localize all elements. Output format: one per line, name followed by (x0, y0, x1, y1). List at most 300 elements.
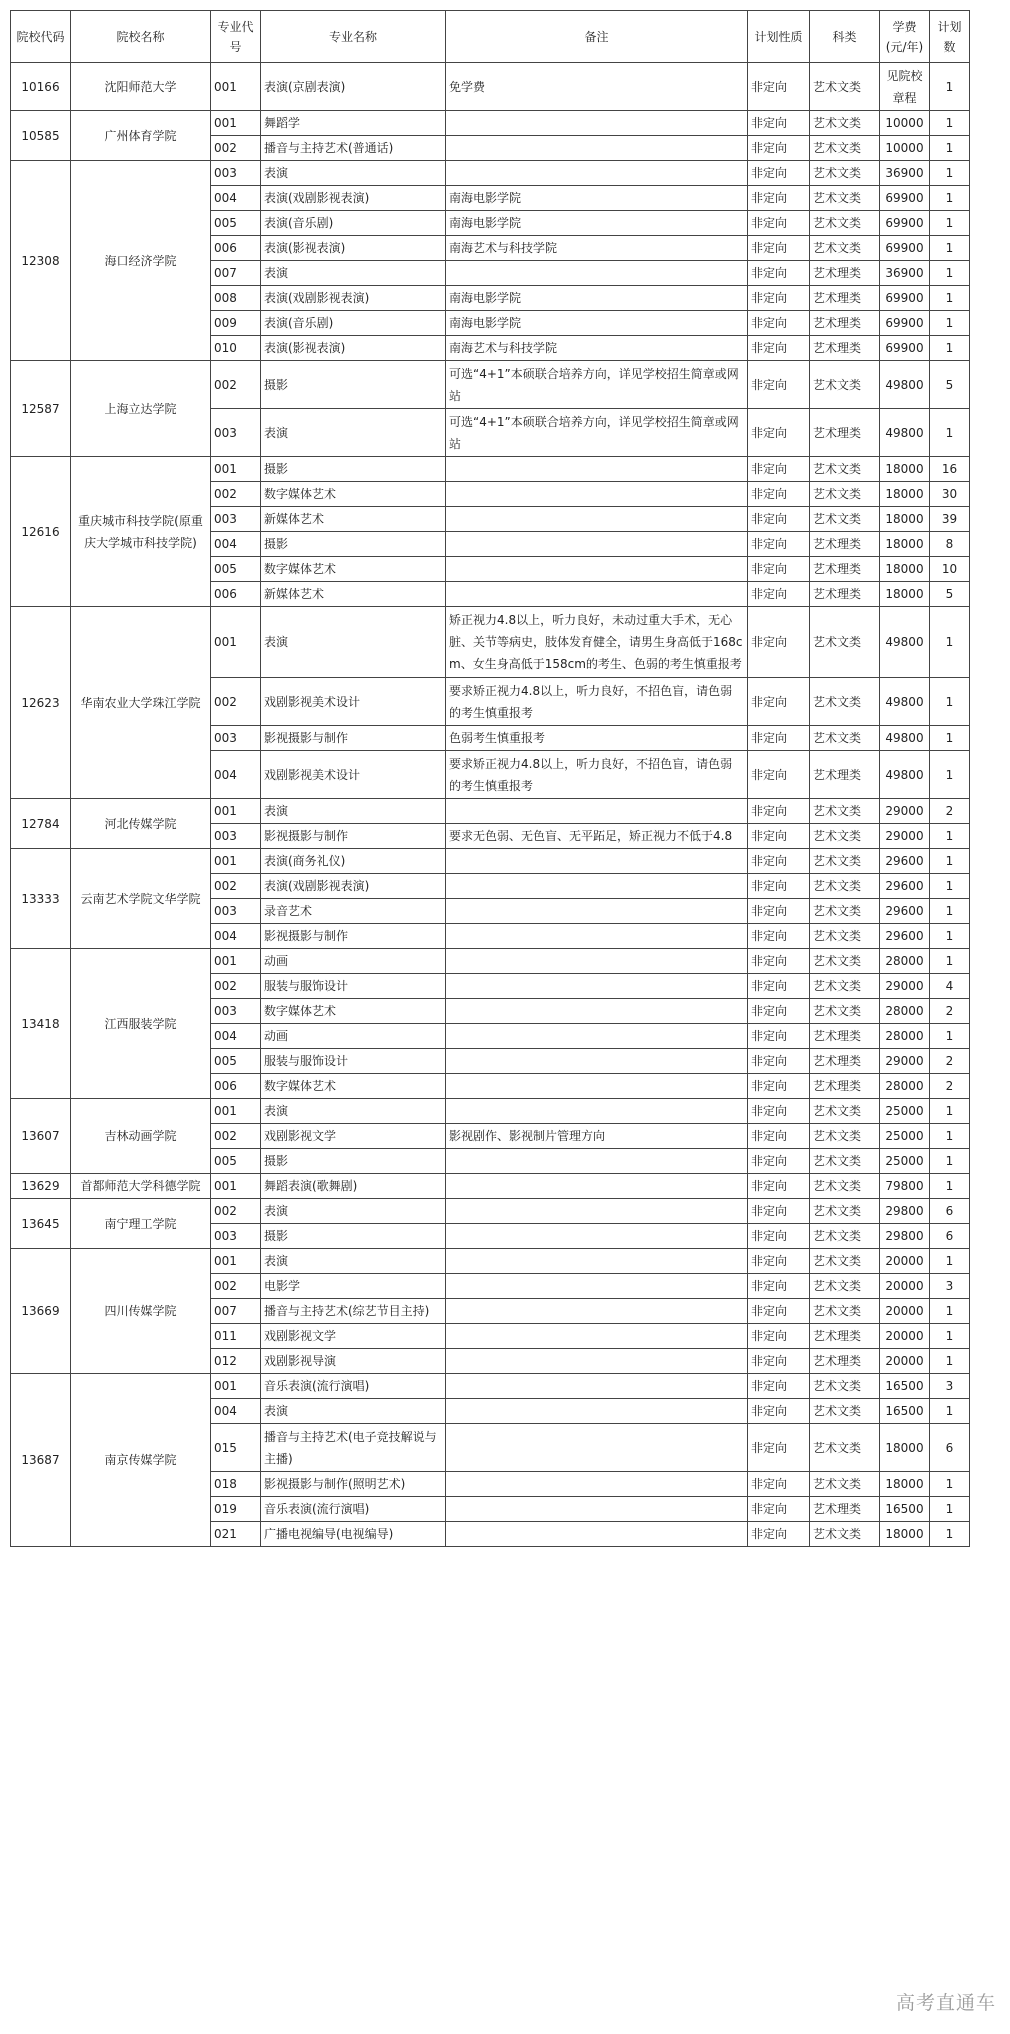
plan-nature-cell: 非定向 (748, 1497, 810, 1522)
plan-count-cell: 1 (930, 1249, 970, 1274)
plan-nature-cell: 非定向 (748, 874, 810, 899)
plan-nature-cell: 非定向 (748, 1472, 810, 1497)
table-row (11, 1099, 970, 1124)
major-code-cell: 021 (211, 1522, 261, 1547)
major-name-cell: 录音艺术 (261, 899, 446, 924)
major-code-cell: 001 (211, 1374, 261, 1399)
table-row (11, 799, 970, 824)
school-name-cell: 重庆城市科技学院(原重庆大学城市科技学院) (71, 457, 211, 607)
major-code-cell: 003 (211, 999, 261, 1024)
plan-count-cell: 1 (930, 261, 970, 286)
category-cell: 艺术文类 (810, 507, 880, 532)
school-name-cell: 华南农业大学珠江学院 (71, 607, 211, 799)
remark-cell (446, 111, 748, 136)
remark-cell (446, 874, 748, 899)
plan-count-cell: 1 (930, 899, 970, 924)
major-code-cell: 004 (211, 924, 261, 949)
school-name-cell: 上海立达学院 (71, 361, 211, 457)
major-name-cell: 摄影 (261, 1149, 446, 1174)
category-cell: 艺术理类 (810, 311, 880, 336)
tuition-cell: 16500 (880, 1497, 930, 1522)
major-code-cell: 001 (211, 849, 261, 874)
plan-count-cell: 6 (930, 1424, 970, 1472)
major-code-cell: 003 (211, 824, 261, 849)
school-code-cell: 13645 (11, 1199, 71, 1249)
school-name-cell: 河北传媒学院 (71, 799, 211, 849)
remark-cell (446, 582, 748, 607)
tuition-cell: 18000 (880, 457, 930, 482)
plan-count-cell: 1 (930, 311, 970, 336)
tuition-cell: 29600 (880, 874, 930, 899)
major-code-cell: 012 (211, 1349, 261, 1374)
tuition-cell: 49800 (880, 726, 930, 751)
category-cell: 艺术文类 (810, 457, 880, 482)
tuition-cell: 79800 (880, 1174, 930, 1199)
remark-cell: 色弱考生慎重报考 (446, 726, 748, 751)
remark-cell: 免学费 (446, 63, 748, 111)
major-code-cell: 003 (211, 1224, 261, 1249)
tuition-cell: 29000 (880, 799, 930, 824)
major-code-cell: 002 (211, 361, 261, 409)
category-cell: 艺术文类 (810, 1472, 880, 1497)
category-cell: 艺术文类 (810, 1149, 880, 1174)
major-code-cell: 002 (211, 1274, 261, 1299)
major-code-cell: 001 (211, 457, 261, 482)
tuition-cell: 16500 (880, 1399, 930, 1424)
major-code-cell: 001 (211, 799, 261, 824)
tuition-cell: 69900 (880, 186, 930, 211)
category-cell: 艺术文类 (810, 1174, 880, 1199)
tuition-cell: 36900 (880, 161, 930, 186)
plan-nature-cell: 非定向 (748, 1424, 810, 1472)
table-row (11, 949, 970, 974)
major-name-cell: 表演 (261, 1399, 446, 1424)
plan-nature-cell: 非定向 (748, 949, 810, 974)
major-code-cell: 003 (211, 161, 261, 186)
plan-nature-cell: 非定向 (748, 286, 810, 311)
remark-cell (446, 1424, 748, 1472)
plan-count-cell: 5 (930, 361, 970, 409)
major-name-cell: 表演 (261, 607, 446, 678)
plan-count-cell: 1 (930, 924, 970, 949)
major-name-cell: 表演 (261, 261, 446, 286)
remark-cell (446, 1099, 748, 1124)
major-code-cell: 004 (211, 532, 261, 557)
major-name-cell: 电影学 (261, 1274, 446, 1299)
category-cell: 艺术文类 (810, 186, 880, 211)
category-cell: 艺术文类 (810, 482, 880, 507)
major-name-cell: 表演 (261, 799, 446, 824)
plan-count-cell: 1 (930, 1124, 970, 1149)
category-cell: 艺术文类 (810, 1199, 880, 1224)
major-code-cell: 002 (211, 1124, 261, 1149)
major-code-cell: 002 (211, 874, 261, 899)
plan-count-cell: 1 (930, 1174, 970, 1199)
table-row (11, 161, 970, 186)
category-cell: 艺术文类 (810, 824, 880, 849)
tuition-cell: 36900 (880, 261, 930, 286)
plan-nature-cell: 非定向 (748, 409, 810, 457)
school-code-cell: 12784 (11, 799, 71, 849)
remark-cell (446, 849, 748, 874)
remark-cell: 南海电影学院 (446, 311, 748, 336)
remark-cell (446, 1224, 748, 1249)
category-cell: 艺术理类 (810, 1324, 880, 1349)
plan-count-cell: 1 (930, 949, 970, 974)
major-code-cell: 004 (211, 751, 261, 799)
major-code-cell: 006 (211, 582, 261, 607)
school-code-cell: 13669 (11, 1249, 71, 1374)
remark-cell (446, 1249, 748, 1274)
school-code-cell: 12623 (11, 607, 71, 799)
plan-count-cell: 10 (930, 557, 970, 582)
school-code-cell: 13607 (11, 1099, 71, 1174)
major-code-cell: 003 (211, 726, 261, 751)
remark-cell (446, 482, 748, 507)
remark-cell (446, 1049, 748, 1074)
major-name-cell: 新媒体艺术 (261, 507, 446, 532)
plan-nature-cell: 非定向 (748, 1399, 810, 1424)
plan-nature-cell: 非定向 (748, 726, 810, 751)
plan-nature-cell: 非定向 (748, 1024, 810, 1049)
plan-nature-cell: 非定向 (748, 1299, 810, 1324)
major-name-cell: 表演(戏剧影视表演) (261, 874, 446, 899)
major-code-cell: 004 (211, 1399, 261, 1424)
plan-nature-cell: 非定向 (748, 532, 810, 557)
major-name-cell: 表演 (261, 161, 446, 186)
category-cell: 艺术理类 (810, 1049, 880, 1074)
plan-nature-cell: 非定向 (748, 607, 810, 678)
category-cell: 艺术理类 (810, 532, 880, 557)
major-code-cell: 007 (211, 1299, 261, 1324)
category-cell: 艺术理类 (810, 1349, 880, 1374)
plan-nature-cell: 非定向 (748, 974, 810, 999)
category-cell: 艺术文类 (810, 236, 880, 261)
category-cell: 艺术理类 (810, 1074, 880, 1099)
plan-count-cell: 1 (930, 1099, 970, 1124)
major-name-cell: 动画 (261, 949, 446, 974)
tuition-cell: 29600 (880, 899, 930, 924)
major-code-cell: 004 (211, 1024, 261, 1049)
tuition-cell: 25000 (880, 1099, 930, 1124)
remark-cell (446, 1497, 748, 1522)
tuition-cell: 20000 (880, 1349, 930, 1374)
remark-cell: 影视剧作、影视制片管理方向 (446, 1124, 748, 1149)
remark-cell (446, 1472, 748, 1497)
remark-cell (446, 136, 748, 161)
category-cell: 艺术文类 (810, 1274, 880, 1299)
category-cell: 艺术文类 (810, 899, 880, 924)
school-name-cell: 首都师范大学科德学院 (71, 1174, 211, 1199)
category-cell: 艺术文类 (810, 1249, 880, 1274)
tuition-cell: 25000 (880, 1124, 930, 1149)
plan-count-cell: 1 (930, 1299, 970, 1324)
major-name-cell: 表演(京剧表演) (261, 63, 446, 111)
remark-cell (446, 999, 748, 1024)
plan-count-cell: 1 (930, 211, 970, 236)
plan-count-cell: 1 (930, 751, 970, 799)
tuition-cell: 28000 (880, 949, 930, 974)
plan-count-cell: 1 (930, 1472, 970, 1497)
remark-cell (446, 1274, 748, 1299)
plan-nature-cell: 非定向 (748, 924, 810, 949)
remark-cell (446, 507, 748, 532)
major-code-cell: 010 (211, 336, 261, 361)
school-name-cell: 吉林动画学院 (71, 1099, 211, 1174)
tuition-cell: 29600 (880, 849, 930, 874)
table-header-row (11, 11, 970, 63)
major-name-cell: 音乐表演(流行演唱) (261, 1497, 446, 1522)
plan-count-cell: 1 (930, 726, 970, 751)
plan-count-cell: 2 (930, 1074, 970, 1099)
plan-nature-cell: 非定向 (748, 136, 810, 161)
header-school-code: 院校代码 (11, 11, 71, 63)
tuition-cell: 29800 (880, 1199, 930, 1224)
category-cell: 艺术文类 (810, 974, 880, 999)
remark-cell: 矫正视力4.8以上，听力良好，未动过重大手术，无心脏、关节等病史，肢体发育健全，请男生身高低于168cm、女生身高低于158cm的考生、色弱的考生慎重报考 (446, 607, 748, 678)
major-code-cell: 002 (211, 482, 261, 507)
major-name-cell: 影视摄影与制作 (261, 824, 446, 849)
major-name-cell: 戏剧影视美术设计 (261, 678, 446, 726)
major-name-cell: 摄影 (261, 532, 446, 557)
tuition-cell: 18000 (880, 557, 930, 582)
plan-nature-cell: 非定向 (748, 63, 810, 111)
major-name-cell: 戏剧影视文学 (261, 1124, 446, 1149)
plan-count-cell: 1 (930, 874, 970, 899)
major-name-cell: 音乐表演(流行演唱) (261, 1374, 446, 1399)
school-name-cell: 广州体育学院 (71, 111, 211, 161)
category-cell: 艺术文类 (810, 1224, 880, 1249)
major-code-cell: 001 (211, 1249, 261, 1274)
plan-count-cell: 2 (930, 799, 970, 824)
major-name-cell: 表演 (261, 1249, 446, 1274)
school-code-cell: 12308 (11, 161, 71, 361)
school-code-cell: 10585 (11, 111, 71, 161)
remark-cell (446, 1074, 748, 1099)
remark-cell (446, 1324, 748, 1349)
admission-plan-table (10, 10, 970, 1547)
major-name-cell: 数字媒体艺术 (261, 999, 446, 1024)
plan-count-cell: 1 (930, 1497, 970, 1522)
plan-count-cell: 1 (930, 1349, 970, 1374)
category-cell: 艺术理类 (810, 286, 880, 311)
major-code-cell: 018 (211, 1472, 261, 1497)
remark-cell (446, 457, 748, 482)
major-code-cell: 003 (211, 409, 261, 457)
tuition-cell: 28000 (880, 1024, 930, 1049)
category-cell: 艺术文类 (810, 1399, 880, 1424)
major-name-cell: 动画 (261, 1024, 446, 1049)
plan-nature-cell: 非定向 (748, 751, 810, 799)
major-code-cell: 008 (211, 286, 261, 311)
major-code-cell: 006 (211, 1074, 261, 1099)
plan-count-cell: 1 (930, 409, 970, 457)
plan-nature-cell: 非定向 (748, 678, 810, 726)
major-name-cell: 影视摄影与制作 (261, 726, 446, 751)
plan-count-cell: 1 (930, 1399, 970, 1424)
plan-nature-cell: 非定向 (748, 1224, 810, 1249)
table-row (11, 1199, 970, 1224)
remark-cell: 要求无色弱、无色盲、无平跖足，矫正视力不低于4.8 (446, 824, 748, 849)
major-name-cell: 摄影 (261, 361, 446, 409)
major-name-cell: 戏剧影视导演 (261, 1349, 446, 1374)
tuition-cell: 29000 (880, 1049, 930, 1074)
table-row (11, 1174, 970, 1199)
admission-plan-table-wrapper (10, 10, 970, 1547)
tuition-cell: 16500 (880, 1374, 930, 1399)
table-row (11, 361, 970, 409)
remark-cell (446, 261, 748, 286)
category-cell: 艺术文类 (810, 1299, 880, 1324)
school-name-cell: 四川传媒学院 (71, 1249, 211, 1374)
remark-cell (446, 161, 748, 186)
tuition-cell: 29000 (880, 824, 930, 849)
remark-cell (446, 1522, 748, 1547)
plan-nature-cell: 非定向 (748, 1274, 810, 1299)
category-cell: 艺术理类 (810, 1497, 880, 1522)
tuition-cell: 69900 (880, 336, 930, 361)
school-name-cell: 南宁理工学院 (71, 1199, 211, 1249)
school-name-cell: 江西服装学院 (71, 949, 211, 1099)
plan-nature-cell: 非定向 (748, 799, 810, 824)
school-code-cell: 10166 (11, 63, 71, 111)
category-cell: 艺术文类 (810, 136, 880, 161)
plan-count-cell: 1 (930, 1149, 970, 1174)
table-row (11, 1374, 970, 1399)
remark-cell (446, 557, 748, 582)
tuition-cell: 见院校章程 (880, 63, 930, 111)
remark-cell: 可选“4+1”本硕联合培养方向，详见学校招生简章或网站 (446, 409, 748, 457)
plan-nature-cell: 非定向 (748, 311, 810, 336)
table-row (11, 607, 970, 678)
plan-nature-cell: 非定向 (748, 1349, 810, 1374)
category-cell: 艺术文类 (810, 726, 880, 751)
remark-cell (446, 532, 748, 557)
remark-cell (446, 1149, 748, 1174)
table-row (11, 1249, 970, 1274)
plan-nature-cell: 非定向 (748, 849, 810, 874)
plan-nature-cell: 非定向 (748, 899, 810, 924)
plan-count-cell: 2 (930, 999, 970, 1024)
tuition-cell: 20000 (880, 1274, 930, 1299)
category-cell: 艺术文类 (810, 1124, 880, 1149)
plan-nature-cell: 非定向 (748, 1124, 810, 1149)
plan-nature-cell: 非定向 (748, 236, 810, 261)
plan-nature-cell: 非定向 (748, 999, 810, 1024)
tuition-cell: 20000 (880, 1249, 930, 1274)
major-name-cell: 摄影 (261, 457, 446, 482)
plan-count-cell: 6 (930, 1224, 970, 1249)
tuition-cell: 29000 (880, 974, 930, 999)
remark-cell (446, 1374, 748, 1399)
table-row (11, 849, 970, 874)
major-code-cell: 002 (211, 1199, 261, 1224)
major-code-cell: 001 (211, 1174, 261, 1199)
category-cell: 艺术理类 (810, 409, 880, 457)
major-name-cell: 播音与主持艺术(普通话) (261, 136, 446, 161)
header-major-name: 专业名称 (261, 11, 446, 63)
major-name-cell: 数字媒体艺术 (261, 557, 446, 582)
plan-nature-cell: 非定向 (748, 186, 810, 211)
tuition-cell: 10000 (880, 111, 930, 136)
plan-nature-cell: 非定向 (748, 361, 810, 409)
major-name-cell: 戏剧影视文学 (261, 1324, 446, 1349)
plan-nature-cell: 非定向 (748, 557, 810, 582)
major-code-cell: 003 (211, 899, 261, 924)
major-code-cell: 005 (211, 1049, 261, 1074)
plan-count-cell: 1 (930, 849, 970, 874)
plan-count-cell: 4 (930, 974, 970, 999)
major-code-cell: 001 (211, 949, 261, 974)
plan-nature-cell: 非定向 (748, 1374, 810, 1399)
major-name-cell: 表演(音乐剧) (261, 311, 446, 336)
major-code-cell: 001 (211, 607, 261, 678)
plan-count-cell: 1 (930, 1522, 970, 1547)
major-name-cell: 表演 (261, 409, 446, 457)
tuition-cell: 29600 (880, 924, 930, 949)
remark-cell (446, 1024, 748, 1049)
plan-nature-cell: 非定向 (748, 1074, 810, 1099)
school-code-cell: 13629 (11, 1174, 71, 1199)
major-name-cell: 服装与服饰设计 (261, 974, 446, 999)
category-cell: 艺术文类 (810, 111, 880, 136)
plan-count-cell: 1 (930, 336, 970, 361)
school-code-cell: 13418 (11, 949, 71, 1099)
tuition-cell: 28000 (880, 999, 930, 1024)
header-remark: 备注 (446, 11, 748, 63)
plan-nature-cell: 非定向 (748, 161, 810, 186)
major-name-cell: 表演(商务礼仪) (261, 849, 446, 874)
tuition-cell: 49800 (880, 409, 930, 457)
major-code-cell: 019 (211, 1497, 261, 1522)
plan-nature-cell: 非定向 (748, 1149, 810, 1174)
category-cell: 艺术文类 (810, 1522, 880, 1547)
major-code-cell: 011 (211, 1324, 261, 1349)
plan-nature-cell: 非定向 (748, 1324, 810, 1349)
remark-cell: 南海电影学院 (446, 286, 748, 311)
table-row (11, 63, 970, 111)
plan-nature-cell: 非定向 (748, 824, 810, 849)
major-name-cell: 表演 (261, 1199, 446, 1224)
plan-count-cell: 1 (930, 607, 970, 678)
major-code-cell: 001 (211, 1099, 261, 1124)
header-major-code: 专业代号 (211, 11, 261, 63)
school-code-cell: 13687 (11, 1374, 71, 1547)
plan-nature-cell: 非定向 (748, 1522, 810, 1547)
tuition-cell: 49800 (880, 361, 930, 409)
category-cell: 艺术理类 (810, 336, 880, 361)
major-name-cell: 数字媒体艺术 (261, 482, 446, 507)
remark-cell (446, 1349, 748, 1374)
remark-cell (446, 974, 748, 999)
plan-count-cell: 1 (930, 1324, 970, 1349)
major-name-cell: 舞蹈表演(歌舞剧) (261, 1174, 446, 1199)
major-code-cell: 005 (211, 211, 261, 236)
remark-cell: 要求矫正视力4.8以上，听力良好，不招色盲，请色弱的考生慎重报考 (446, 678, 748, 726)
major-code-cell: 003 (211, 507, 261, 532)
plan-nature-cell: 非定向 (748, 457, 810, 482)
plan-count-cell: 1 (930, 136, 970, 161)
header-tuition: 学费(元/年) (880, 11, 930, 63)
remark-cell (446, 1199, 748, 1224)
header-category: 科类 (810, 11, 880, 63)
tuition-cell: 18000 (880, 532, 930, 557)
remark-cell (446, 899, 748, 924)
major-name-cell: 影视摄影与制作 (261, 924, 446, 949)
remark-cell: 南海艺术与科技学院 (446, 236, 748, 261)
category-cell: 艺术文类 (810, 161, 880, 186)
tuition-cell: 10000 (880, 136, 930, 161)
